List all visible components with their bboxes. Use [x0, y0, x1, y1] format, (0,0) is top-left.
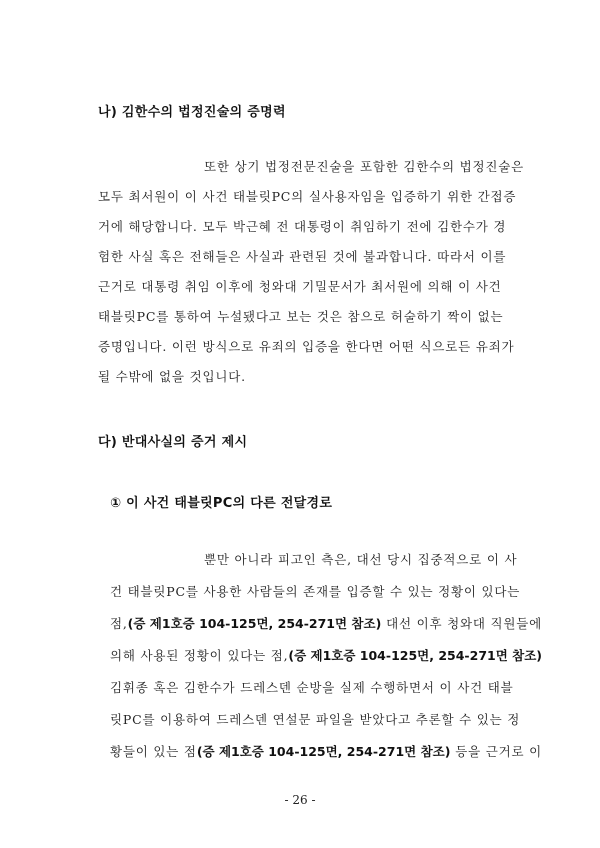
subsection-heading: ① 이 사건 태블릿PC의 다른 전달경로 — [110, 496, 333, 511]
paragraph-line: 거에 해당합니다. 모두 박근혜 전 대통령이 취임하기 전에 김한수가 경 — [98, 219, 507, 234]
paragraph-line: 될 수밖에 없을 것입니다. — [98, 369, 246, 384]
evidence-reference: (증 제1호증 104-125면, 254-271면 참조) — [196, 744, 451, 759]
page-number: - 26 - — [284, 793, 316, 807]
paragraph-line: 의해 사용된 정황이 있다는 점,(증 제1호증 104-125면, 254-271면 참조) — [110, 648, 543, 663]
paragraph-line: 험한 사실 혹은 전해들은 사실과 관련된 것에 불과합니다. 따라서 이를 — [98, 249, 507, 264]
paragraph-line: 건 태블릿PC를 사용한 사람들의 존재를 입증할 수 있는 정황이 있다는 — [110, 584, 521, 599]
evidence-reference: (증 제1호증 104-125면, 254-271면 참조) — [127, 616, 382, 631]
paragraph-line: 황들이 있는 점(증 제1호증 104-125면, 254-271면 참조) 등을 근거로 이 — [110, 744, 543, 759]
paragraph-line: 또한 상기 법정전문진술을 포함한 김한수의 법정진술은 — [204, 159, 524, 174]
paragraph-line: 뿐만 아니라 피고인 측은, 대선 당시 집중적으로 이 사 — [204, 552, 518, 567]
paragraph-line: 근거로 대통령 취임 이후에 청와대 기밀문서가 최서원에 의해 이 사건 — [98, 279, 502, 294]
paragraph-line: 김휘종 혹은 김한수가 드레스덴 순방을 실제 수행하면서 이 사건 태블 — [110, 680, 514, 695]
section-heading-da: 다) 반대사실의 증거 제시 — [98, 435, 248, 450]
evidence-reference: (증 제1호증 104-125면, 254-271면 참조) — [288, 648, 543, 663]
section-heading-na: 나) 김한수의 법정진술의 증명력 — [98, 105, 286, 120]
paragraph-line: 모두 최서원이 이 사건 태블릿PC의 실사용자임을 입증하기 위한 간접증 — [98, 189, 517, 204]
paragraph-line: 릿PC를 이용하여 드레스덴 연설문 파일을 받았다고 추론할 수 있는 정 — [110, 712, 521, 727]
paragraph-line: 증명입니다. 이런 방식으로 유죄의 입증을 한다면 어떤 식으로든 유죄가 — [98, 339, 515, 354]
paragraph-line: 태블릿PC를 통하여 누설됐다고 보는 것은 참으로 허술하기 짝이 없는 — [98, 309, 504, 324]
paragraph-line: 점,(증 제1호증 104-125면, 254-271면 참조) 대선 이후 청와대 직원들에 — [110, 616, 543, 631]
